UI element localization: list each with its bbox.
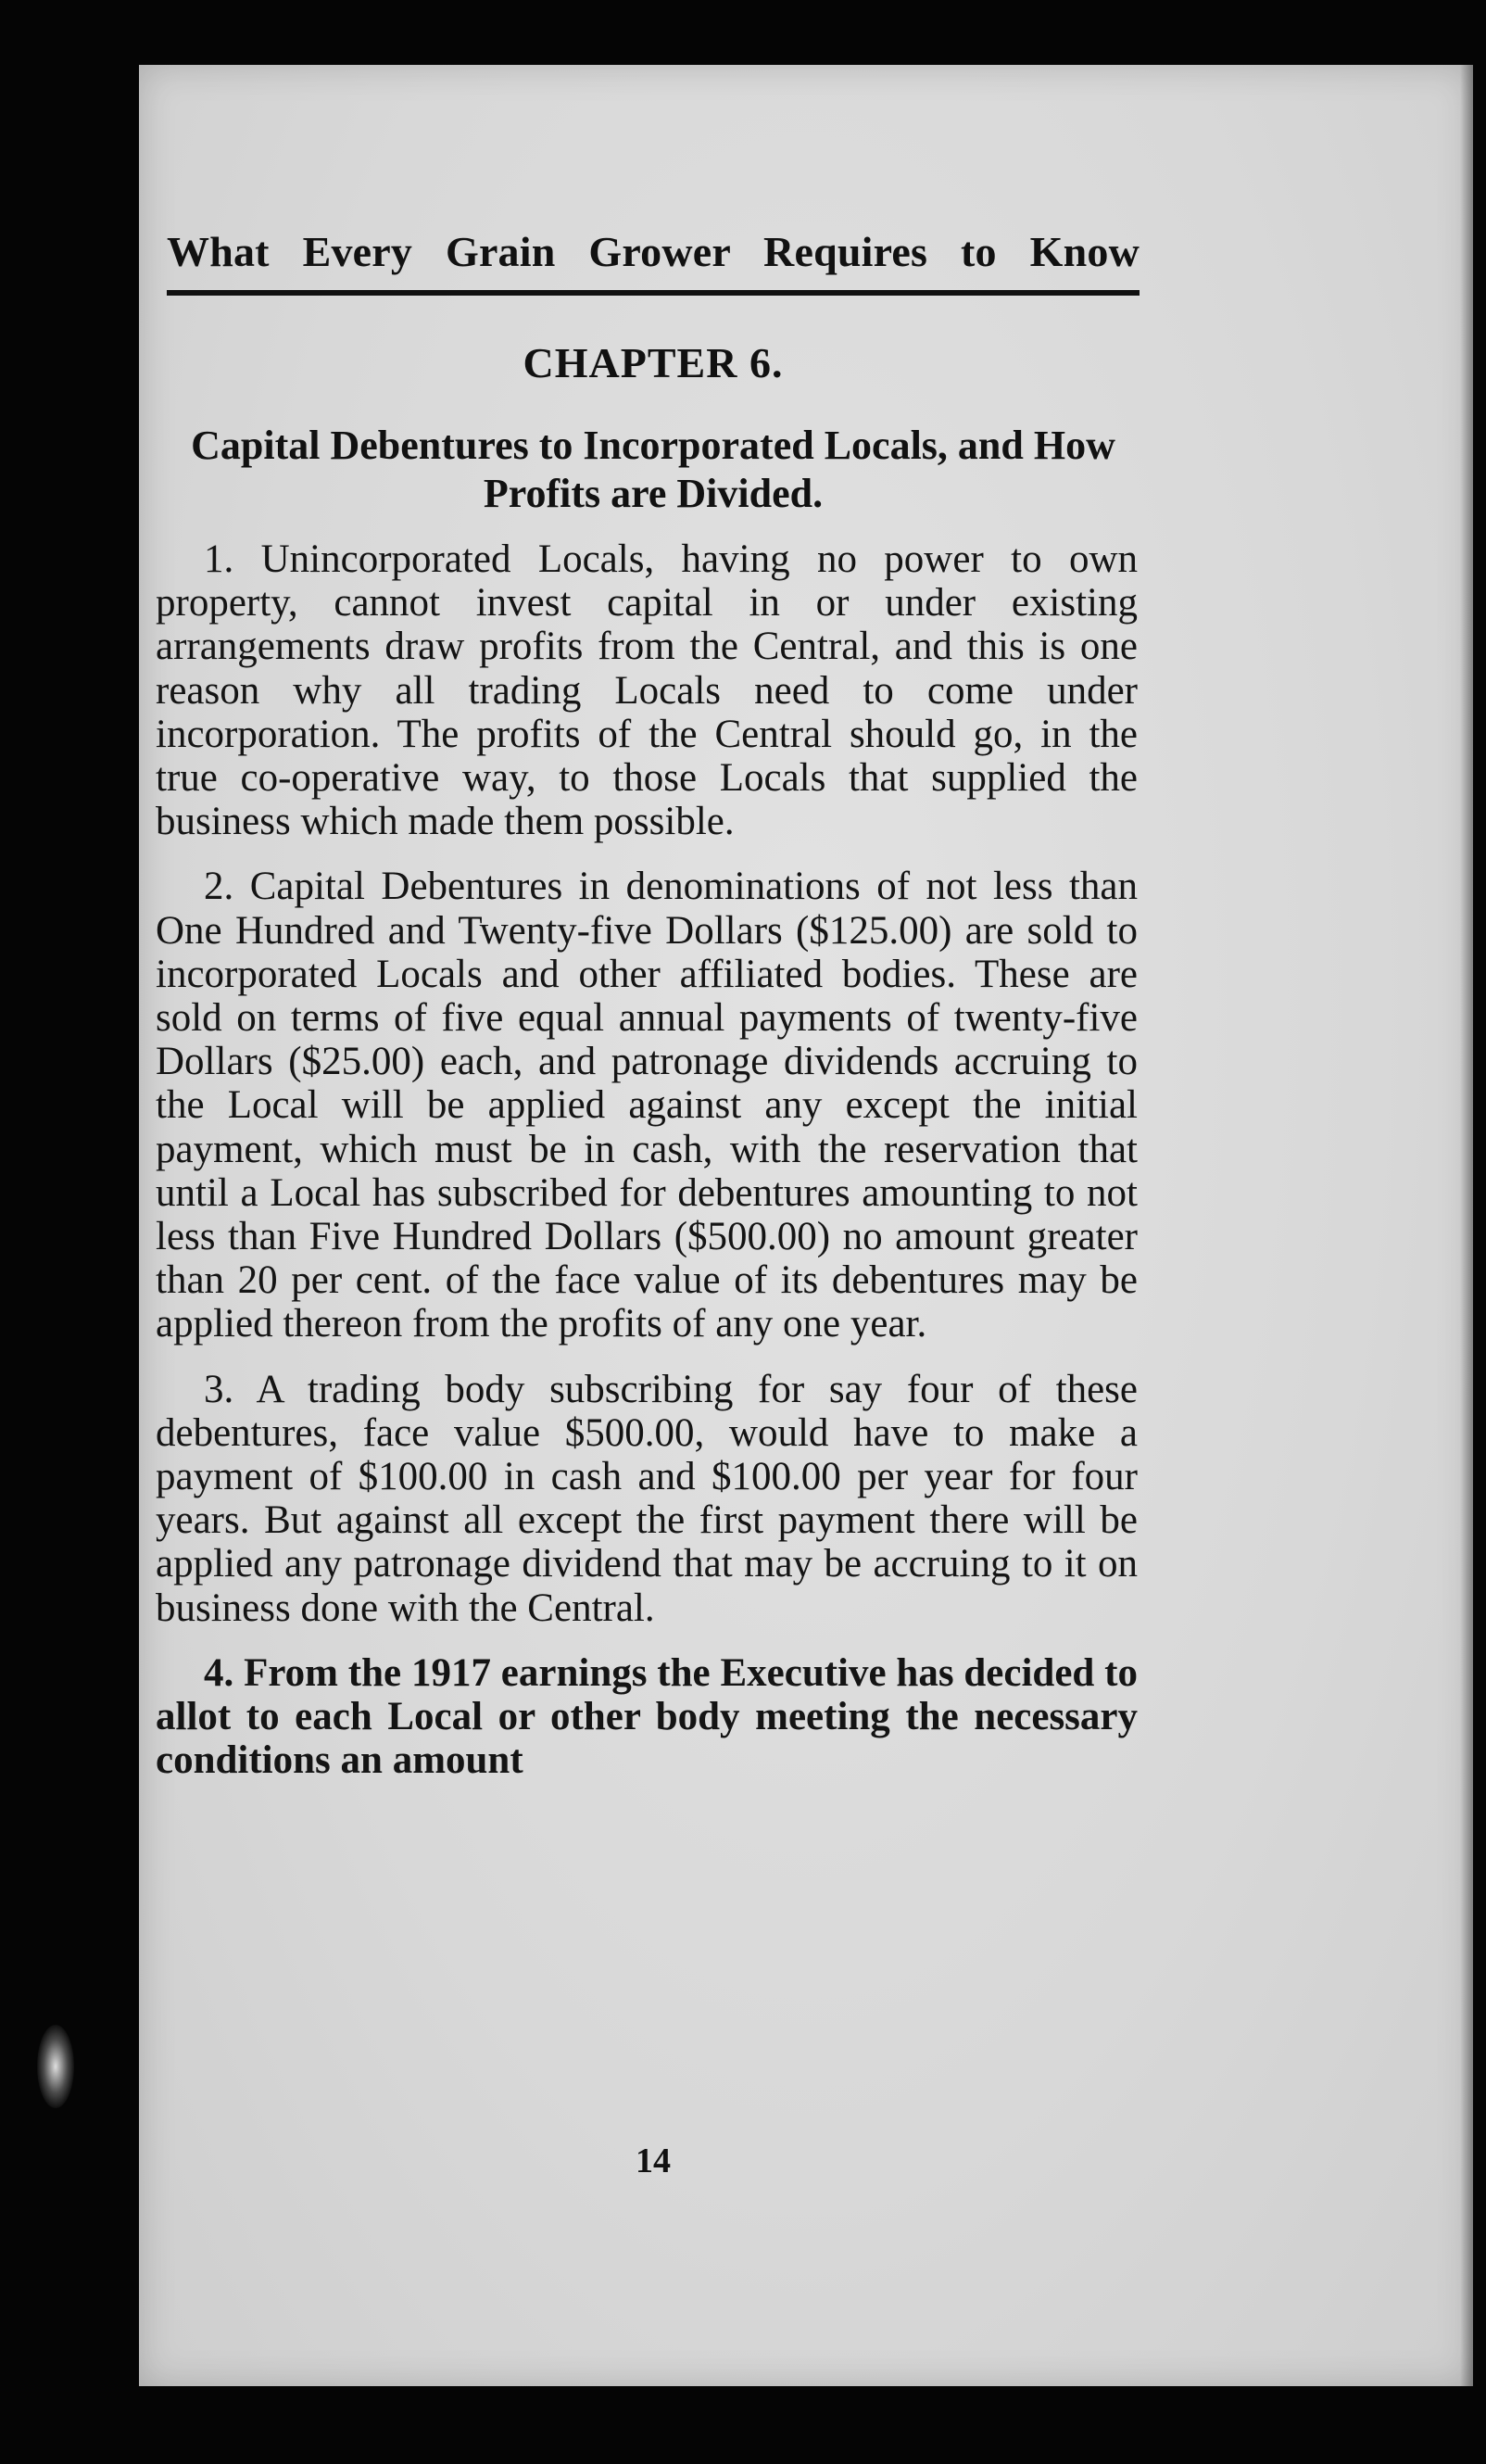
paragraph-1: 1. Unincorporated Locals, having no power to own property, cannot invest capital in or under existing arrangements draw profits from the Central, and this is one reason why all trading Locals need to come under incorporation. The profits of the Central should go, in the true co-operative way, to those Locals that supplied the business which made them possible.: [156, 537, 1138, 844]
scan-light-spot: [37, 2025, 74, 2108]
paragraph-2: 2. Capital Debentures in denominations of not less than One Hundred and Twenty-five Dollars ($125.00) are sold to incorporated Locals and other affiliated bodies. These are sold on terms of five equal annual payments of twenty-five Dollars ($25.00) each, and patronage dividends accruing to the Local will be applied against any except the initial payment, which must be in cash, with the reservation that until a Local has subscribed for debentures amounting to not less than Five Hundred Dollars ($500.00) no amount greater than 20 per cent. of the face value of its debentures may be applied thereon from the profits of any one year.: [156, 865, 1138, 1346]
page-edge-shadow: [1460, 65, 1473, 2386]
running-head-rule: [167, 290, 1140, 296]
page-number: 14: [636, 2142, 671, 2180]
chapter-heading: CHAPTER 6.: [523, 339, 784, 386]
paragraph-3: 3. A trading body subscribing for say four of these debentures, face value $500.00, would have to make a payment of $100.00 in cash and $100.00 per year for four years. But against all except the first payment there will be applied any patronage dividend that may be accruing to it on business done with the Central.: [156, 1367, 1138, 1630]
running-head: What Every Grain Grower Requires to Know: [167, 228, 1140, 275]
paragraph-4: 4. From the 1917 earnings the Executive has decided to allot to each Local or other body meeting the necessary conditions an amount: [156, 1650, 1138, 1783]
chapter-title: Capital Debentures to Incorporated Locals, and How Profits are Divided.: [191, 423, 1115, 516]
body-text: [156, 537, 1138, 1803]
